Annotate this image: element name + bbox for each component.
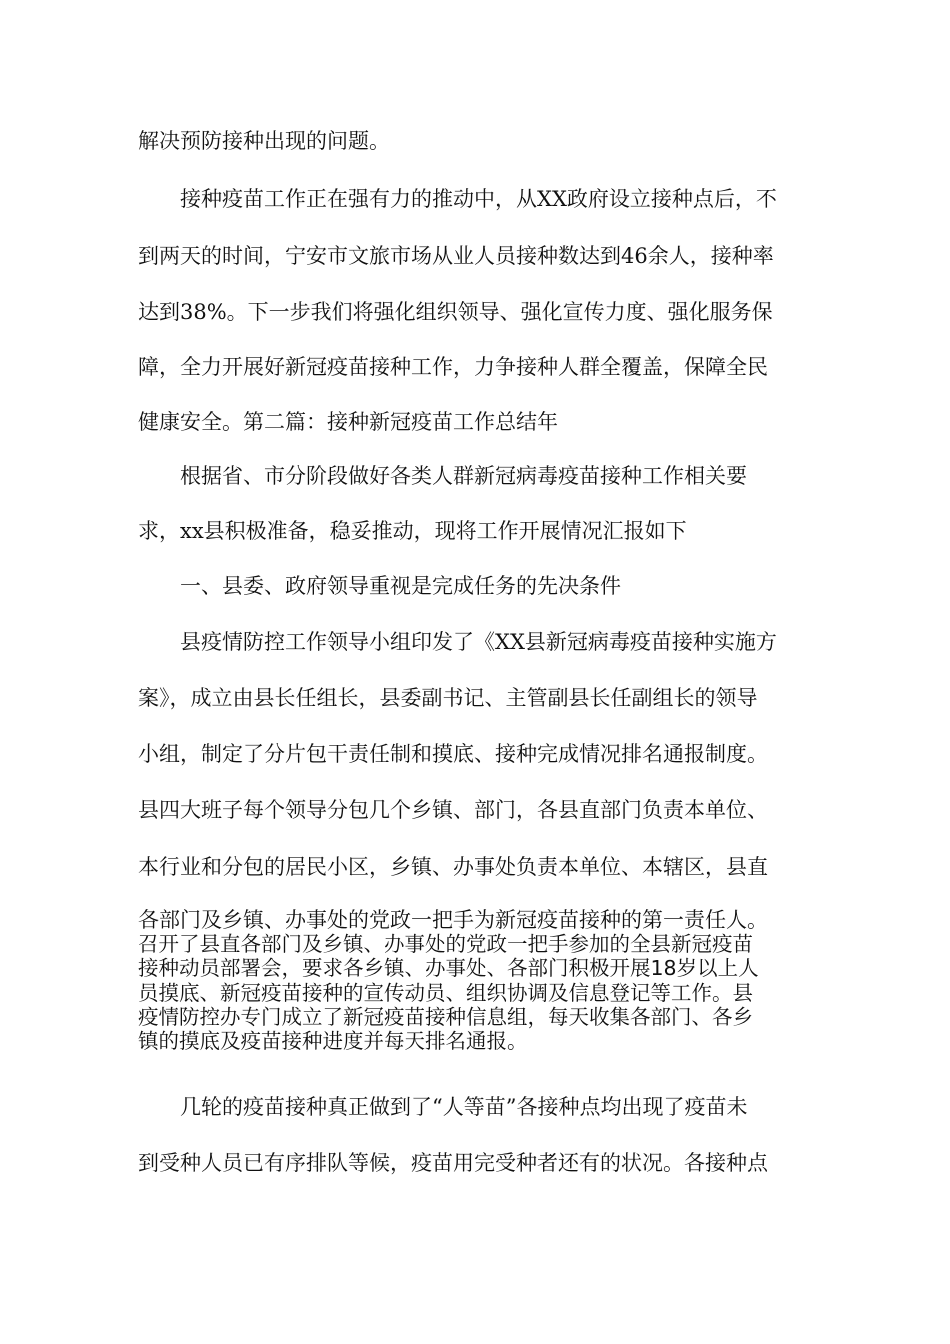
text-line: 求，xx县积极准备，稳妥推动，现将工作开展情况汇报如下 [138,519,687,543]
text-line: 到两天的时间，宁安市文旅市场从业人员接种数达到46余人，接种率 [138,244,774,268]
text-line: 小组，制定了分片包干责任制和摸底、接种完成情况排名通报制度。 [138,742,768,766]
dense-paragraph [138,932,828,1053]
text-line: 召开了县直各部门及乡镇、办事处的党政一把手参加的全县新冠疫苗 [138,932,753,956]
text-line: 县四大班子每个领导分包几个乡镇、部门，各县直部门负责本单位、 [138,798,768,822]
text-line: 达到38%。下一步我们将强化组织领导、强化宣传力度、强化服务保 [138,300,773,324]
text-line: 障，全力开展好新冠疫苗接种工作，力争接种人群全覆盖，保障全民 [138,355,768,379]
text-line: 解决预防接种出现的问题。 [138,129,390,153]
text-line: 员摸底、新冠疫苗接种的宣传动员、组织协调及信息登记等工作。县 [138,980,753,1005]
text-line: 疫情防控办专门成立了新冠疫苗接种信息组，每天收集各部门、各乡 [138,1004,753,1029]
section-heading: 一、县委、政府领导重视是完成任务的先决条件 [180,574,621,598]
text-line: 镇的摸底及疫苗接种进度并每天排名通报。 [138,1029,528,1054]
text-line: 本行业和分包的居民小区，乡镇、办事处负责本单位、本辖区，县直 [138,855,768,879]
text-line: 案》，成立由县长任组长，县委副书记、主管副县长任副组长的领导 [138,686,758,710]
text-line: 到受种人员已有序排队等候，疫苗用完受种者还有的状况。各接种点 [138,1151,768,1175]
text-line: 县疫情防控工作领导小组印发了《XX县新冠病毒疫苗接种实施方 [180,630,777,654]
text-line: 接种疫苗工作正在强有力的推动中，从XX政府设立接种点后，不 [180,187,777,211]
text-line: 根据省、市分阶段做好各类人群新冠病毒疫苗接种工作相关要 [180,464,747,488]
text-line: 接种动员部署会，要求各乡镇、办事处、各部门积极开展18岁以上人 [138,956,759,981]
text-line: 几轮的疫苗接种真正做到了“人等苗”各接种点均出现了疫苗未 [180,1095,748,1119]
text-line: 健康安全。第二篇：接种新冠疫苗工作总结年 [138,410,558,434]
text-line: 各部门及乡镇、办事处的党政一把手为新冠疫苗接种的第一责任人。 [138,908,768,932]
